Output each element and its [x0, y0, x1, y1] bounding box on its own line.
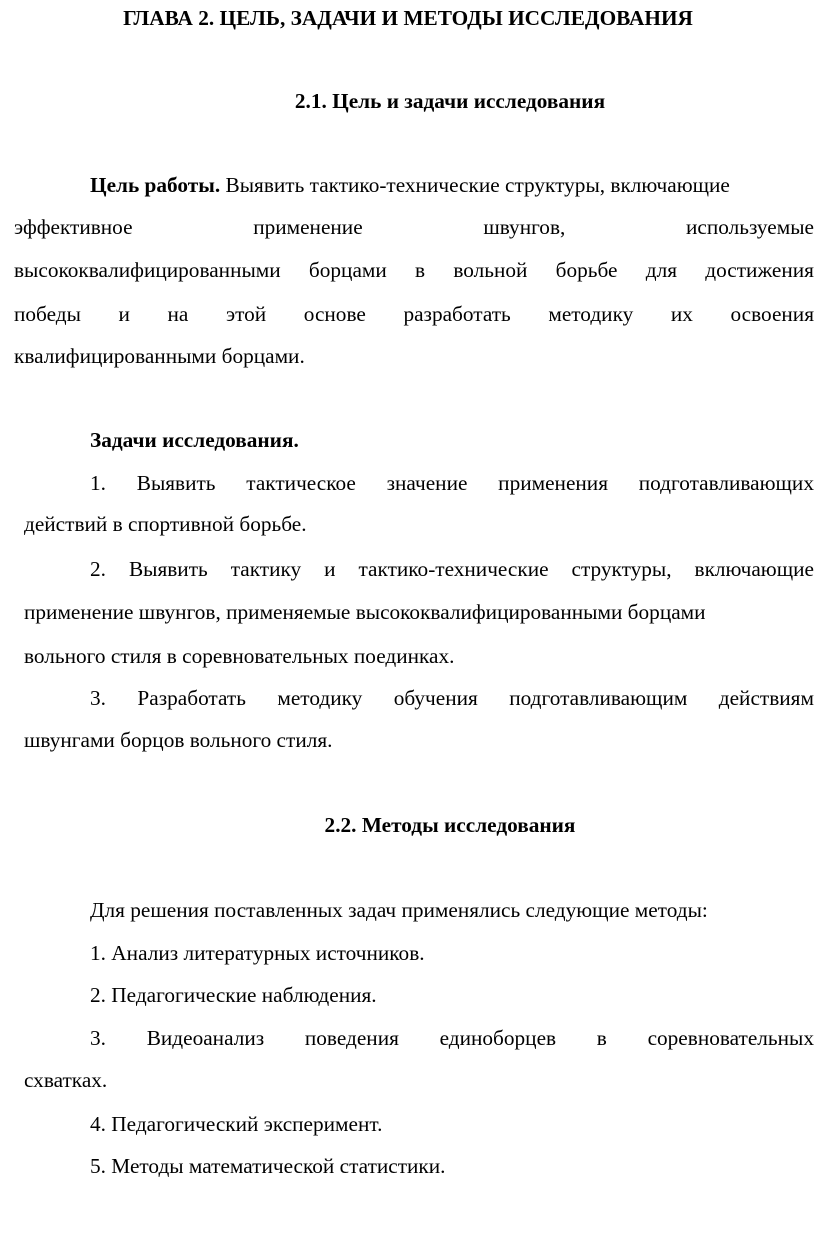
- word: и: [324, 557, 336, 581]
- goal-line-3: [14, 258, 814, 283]
- word: победы: [14, 302, 81, 326]
- goal-label: Цель работы.: [90, 173, 221, 197]
- goal-line-1-text: Выявить тактико-технические структуры, включающие: [225, 173, 730, 197]
- task-1-line-2: действий в спортивной борьбе.: [24, 512, 307, 536]
- word: достижения: [705, 258, 814, 282]
- method-3-line-2: схватках.: [24, 1068, 108, 1092]
- word: методику: [277, 686, 363, 710]
- word: 3.: [90, 686, 106, 710]
- goal-line-2: [14, 215, 814, 240]
- task-2-line-1: [90, 557, 814, 582]
- word: тактико-технические: [358, 557, 549, 581]
- task-2-line-2: применение швунгов, применяемые высококвалифицированными борцами: [24, 600, 706, 624]
- word: значение: [386, 471, 468, 495]
- method-2: 2. Педагогические наблюдения.: [90, 983, 377, 1007]
- word: подготавливающих: [638, 471, 814, 495]
- chapter-title: ГЛАВА 2. ЦЕЛЬ, ЗАДАЧИ И МЕТОДЫ ИССЛЕДОВАНИЯ: [123, 6, 693, 30]
- method-4: 4. Педагогический эксперимент.: [90, 1112, 383, 1136]
- word: высококвалифицированными: [14, 258, 281, 282]
- method-5: 5. Методы математической статистики.: [90, 1154, 446, 1178]
- word: включающие: [694, 557, 814, 581]
- word: 3.: [90, 1026, 106, 1050]
- word: методику: [548, 302, 634, 326]
- word: тактику: [230, 557, 302, 581]
- word: соревновательных: [647, 1026, 814, 1050]
- word: освоения: [730, 302, 814, 326]
- word: Выявить: [128, 557, 208, 581]
- word: используемые: [686, 215, 814, 239]
- task-3-line-1: [90, 686, 814, 711]
- word: действиям: [718, 686, 814, 710]
- task-3-line-2: швунгами борцов вольного стиля.: [24, 728, 333, 752]
- word: этой: [225, 302, 267, 326]
- word: вольной: [453, 258, 528, 282]
- word: в: [596, 1026, 607, 1050]
- word: 2.: [90, 557, 106, 581]
- word: тактическое: [246, 471, 356, 495]
- word: применения: [498, 471, 608, 495]
- task-1-line-1: [90, 471, 814, 496]
- word: для: [645, 258, 678, 282]
- word: 1.: [90, 471, 106, 495]
- word: структуры,: [571, 557, 672, 581]
- goal-line-4: [14, 302, 814, 327]
- word: на: [167, 302, 189, 326]
- word: поведения: [304, 1026, 399, 1050]
- word: обучения: [393, 686, 478, 710]
- word: эффективное: [14, 215, 133, 239]
- word: подготавливающим: [509, 686, 688, 710]
- section-heading-methods: 2.2. Методы исследования: [324, 813, 576, 837]
- methods-intro: Для решения поставленных задач применялись следующие методы:: [90, 898, 708, 922]
- task-2-line-3: вольного стиля в соревновательных поединках.: [24, 644, 455, 668]
- section-heading-goals: 2.1. Цель и задачи исследования: [294, 89, 606, 113]
- word: Разработать: [137, 686, 246, 710]
- goal-line-5: квалифицированными борцами.: [14, 344, 305, 368]
- word: основе: [303, 302, 366, 326]
- word: единоборцев: [439, 1026, 557, 1050]
- word: швунгов,: [483, 215, 566, 239]
- word: разработать: [403, 302, 511, 326]
- goal-line-1: [90, 173, 814, 198]
- method-3-line-1: [90, 1026, 814, 1051]
- word: Видеоанализ: [146, 1026, 265, 1050]
- word: их: [670, 302, 693, 326]
- word: применение: [253, 215, 363, 239]
- method-1: 1. Анализ литературных источников.: [90, 941, 425, 965]
- word: борьбе: [555, 258, 618, 282]
- word: борцами: [308, 258, 387, 282]
- tasks-label: Задачи исследования.: [90, 428, 299, 452]
- word: в: [415, 258, 426, 282]
- word: и: [118, 302, 130, 326]
- word: Выявить: [136, 471, 216, 495]
